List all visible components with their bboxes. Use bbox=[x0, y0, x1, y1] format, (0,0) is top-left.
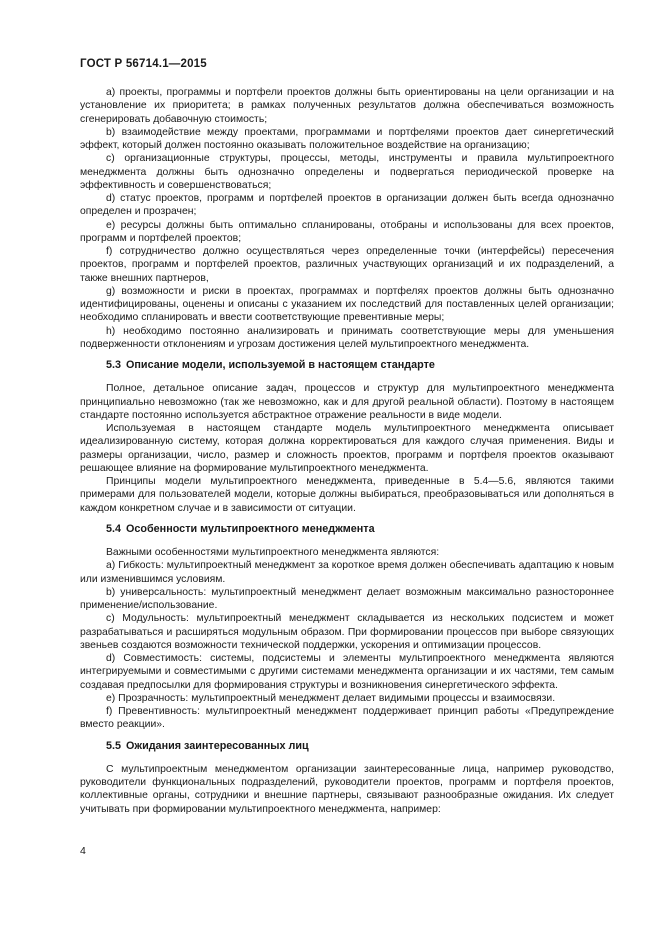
list-item: c) Модульность: мультипроектный менеджмент складывается из нескольких подсистем и может разрабатываться и расширяться модульным образом. При формировании процессов при выборе связующих звеньев создаются возможности технической поддержки, ускорения и оптимизации процессов. bbox=[80, 613, 614, 651]
section-number: 5.3 bbox=[106, 359, 122, 371]
list-item: e) ресурсы должны быть оптимально спланированы, отобраны и использованы для всех проектов, программ и портфелей проектов; bbox=[80, 219, 614, 244]
document-header: ГОСТ Р 56714.1—2015 bbox=[80, 58, 207, 70]
section-title: Ожидания заинтересованных лиц bbox=[126, 739, 309, 752]
list-item: e) Прозрачность: мультипроектный менеджмент делает видимыми процессы и взаимосвязи. bbox=[106, 692, 556, 704]
section-heading-5-4 bbox=[80, 523, 614, 536]
list-item: g) возможности и риски в проектах, программах и портфелях проектов должны быть однозначно идентифицированы, оценены и описаны с указанием их последствий для поставленных целей организации; необходимо спланировать и ввести соответствующие превентивные меры; bbox=[80, 285, 614, 324]
list-item: f) Превентивность: мультипроектный менеджмент поддерживает принцип работы «Предупреждение вместо реакции». bbox=[80, 706, 614, 731]
section-number: 5.5 bbox=[106, 739, 122, 752]
section-heading-5-5 bbox=[80, 740, 614, 753]
list-item: c) организационные структуры, процессы, методы, инструменты и правила мультипроектного менеджмента должны быть однозначно определены и подвергаться периодической проверке на эффективность и совершенствоваться; bbox=[80, 153, 614, 191]
list-item: d) статус проектов, программ и портфелей проектов в организации должен быть всегда однозначно определен и прозрачен; bbox=[80, 193, 614, 218]
list-item: b) универсальность: мультипроектный менеджмент делает возможным максимально разностороннее применение/использование. bbox=[80, 586, 614, 611]
list-item: b) взаимодействие между проектами, программами и портфелями проектов дает синергетический эффект, который должен постоянно оказывать положительное воздействие на организацию; bbox=[80, 126, 614, 151]
paragraph: Важными особенностями мультипроектного менеджмента являются: bbox=[106, 547, 440, 558]
list-item: f) сотрудничество должно осуществляться через определенные точки (интерфейсы) пересечения проектов, программ и портфелей проектов, различных участвующих организаций и их подразделений, а также внешних партнеров, bbox=[80, 246, 614, 284]
section-number: 5.4 bbox=[106, 522, 122, 535]
paragraph: Используемая в настоящем стандарте модель мультипроектного менеджмента описывает идеализированную систему, которая должна корректироваться для каждого случая применения. Виды и размеры организации, число, размер и сложность проектов, программ и портфеля проектов оказывают решающее влияние на формирование мультипроектного менеджмента. bbox=[80, 423, 614, 474]
list-item: h) необходимо постоянно анализировать и принимать соответствующие меры для уменьшения подверженности отклонениям и угрозам достижения целей мультипроектного менеджмента. bbox=[80, 325, 614, 350]
section-heading-5-3 bbox=[80, 359, 614, 372]
paragraph: С мультипроектным менеджментом организации заинтересованные лица, например руководство, руководители функциональных подразделений, руководители проектов, программ и портфеля проектов, коллективные органы, сотрудники и внешние партнеры, связывают разнообразные ожидания. Их следует учитывать при формировании мультипроектного менеджмента, например: bbox=[80, 763, 614, 815]
page-content bbox=[80, 86, 614, 816]
section-title: Описание модели, используемой в настоящем стандарте bbox=[126, 359, 435, 371]
page-number: 4 bbox=[80, 845, 86, 857]
paragraph: Принципы модели мультипроектного менеджмента, приведенные в 5.4—5.6, являются такими примерами для пользователей модели, которые должны выбираться, преобразовываться или дополняться в каждом конкретном случае и в зависимости от ситуации. bbox=[80, 476, 614, 514]
paragraph: Полное, детальное описание задач, процессов и структур для мультипроектного менеджмента принципиально невозможно (так же невозможно, как и для другой реальной области). Поэтому в настоящем стандарте постоянно используется абстрактное отражение реальности в виде модели. bbox=[80, 383, 614, 421]
list-item: a) проекты, программы и портфели проектов должны быть ориентированы на цели организации и на установление их приоритета; в рамках полученных результатов должна обеспечиваться возможность сгенерировать добавочную стоимость; bbox=[80, 87, 614, 125]
section-title: Особенности мультипроектного менеджмента bbox=[126, 522, 375, 535]
list-item: d) Совместимость: системы, подсистемы и элементы мультипроектного менеджмента являются интегрируемыми и совместимыми с другими системами менеджмента организации и их частями, тем самым создавая предпосылки для формирования структуры и возникновения синергетического эффекта. bbox=[80, 653, 614, 691]
list-item: a) Гибкость: мультипроектный менеджмент за короткое время должен обеспечивать адаптацию к новым или изменившимся условиям. bbox=[80, 560, 614, 585]
